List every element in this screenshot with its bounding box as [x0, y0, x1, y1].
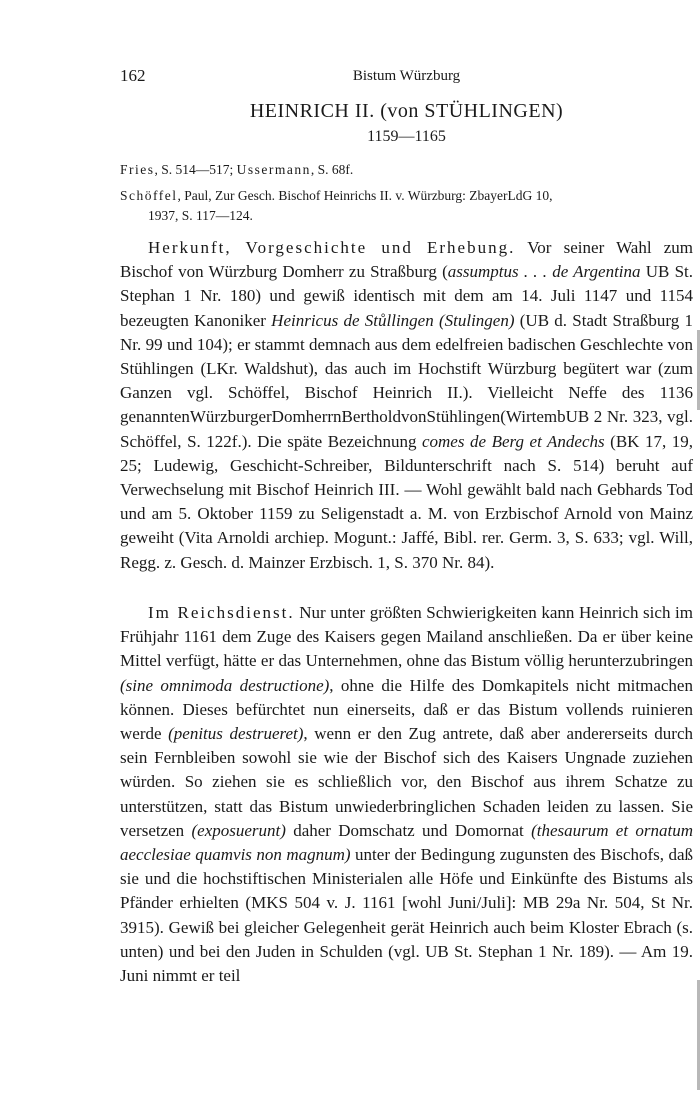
body-text: Nur unter größten Schwierigkeiten kann Heinrich sich im Frühjahr 1161 dem Zuge des Kaisers gegen Mailand anschließen. Da er über keine Mittel verfügt, hätte er das Unternehmen, ohne das Bistum völlig herunterzubringen [120, 603, 693, 671]
running-title: Bistum Würzburg [352, 68, 461, 84]
bib-reference: , S. 68f. [310, 162, 354, 177]
bibliography-line-1 [120, 160, 693, 180]
section-heading: Im Reichsdienst. [148, 603, 295, 622]
bibliography-line-2 [120, 186, 693, 226]
latin-quote: assumptus . . . de Argentina [447, 262, 641, 282]
latin-quote: (thesaurum et ornatum aecclesiae quamvis non magnum) [120, 820, 693, 865]
entry-years: 1159—1165 [367, 128, 446, 145]
page-number: 162 [120, 66, 146, 85]
body-text: , wenn er den Zug antrete, daß aber andererseits durch sein Fernbleiben sowohl sie wie der Bischof sich des Kaisers Ungnade zuziehen würden. So ziehen sie es schließlich vor, den Bischof aus ihrem Schatze zu unterstützen, statt das Bistum unwiederbringlichen Schaden leiden zu lassen. Sie versetzen [120, 724, 693, 840]
body-text: , ohne die Hilfe des Domkapitels nicht mitmachen können. Dieses befürchtet nun einerseits, daß er das Bistum vollends ruinieren werde [120, 675, 693, 744]
body-text: (BK 17, 19, 25; Ludewig, Geschicht-Schreiber, Bildunterschrift nach S. 514) beruht auf Verwechselung mit Bischof Heinrich III. — Wohl gewählt bald nach Gebhards Tod und am 5. Oktober 1159 zu Seligenstadt a. M. von Erzbischof Arnold von Mainz geweiht (Vita Arnoldi archiep. Mogunt.: Jaffé, Bibl. rer. Germ. 3, S. 633; vgl. Will, Regg. z. Gesch. d. Mainzer Erzbisch. 1, S. 370 Nr. 84). [120, 431, 694, 572]
bib-reference: , S. 514—517; [154, 162, 237, 177]
bib-author: Ussermann [236, 162, 311, 177]
bib-reference: , Paul, Zur Gesch. Bischof Heinrichs II. v. Würzburg: ZbayerLdG 10, [177, 188, 553, 203]
paragraph-reichsdienst [120, 601, 693, 988]
entry-title: HEINRICH II. (von STÜHLINGEN) [249, 100, 564, 122]
latin-quote: (sine omnimoda destructione) [120, 675, 330, 695]
latin-quote: (penitus destrueret) [168, 724, 304, 744]
running-head [120, 66, 693, 88]
bib-author: Schöffel [120, 188, 178, 203]
paragraph-herkunft [120, 236, 693, 575]
body-text: Vor seiner Wahl zum Bischof von Würzburg Domherr zu Straßburg ( [120, 238, 693, 282]
bib-author: Fries [120, 162, 155, 177]
body-text: unter der Bedingung zugunsten des Bischofs, daß sie und die hochstiftischen Ministerialen alle Höfe und Einkünfte des Bistums als Pfänder erhielten (MKS 504 v. J. 1161 [wohl Juni/Juli]: MB 29a Nr. 504, St Nr. 3915). Gewiß bei gleicher Gelegenheit gerät Heinrich auch beim Kloster Ebrach (s. unten) und bei den Juden in Schulden (vgl. UB St. Stephan 1 Nr. 189). — Am 19. Juni nimmt er teil [120, 845, 693, 986]
section-heading: Herkunft, Vorgeschichte und Erhebung. [148, 238, 516, 257]
body-text: UB St. Stephan 1 Nr. 180) und gewiß identisch mit dem am 14. Juli 1147 und 1154 bezeugten Kanoniker [120, 262, 693, 330]
bib-reference-continuation: 1937, S. 117—124. [148, 208, 253, 223]
body-text: daher Domschatz und Domornat [285, 820, 532, 840]
latin-quote: Heinricus de Stůllingen (Stulingen) [271, 310, 515, 330]
latin-quote: comes de Berg et Andechs [421, 431, 605, 451]
body-text: (UB d. Stadt Straßburg 1 Nr. 99 und 104); er stammt demnach aus dem edelfreien badischen Geschlechte von Stühlingen (LKr. Waldshut), das auch im Hochstift Würzburg begütert war (zum Ganzen vgl. Schöffel, Bischof Heinrich II.). Vielleicht Neffe des 1136 genanntenWürzburgerDomherrnBertholdvonStühlingen(WirtembUB 2 Nr. 323, vgl. Schöffel, S. 122f.). Die späte Bezeichnung [120, 310, 693, 451]
latin-quote: (exposuerunt) [191, 820, 286, 840]
